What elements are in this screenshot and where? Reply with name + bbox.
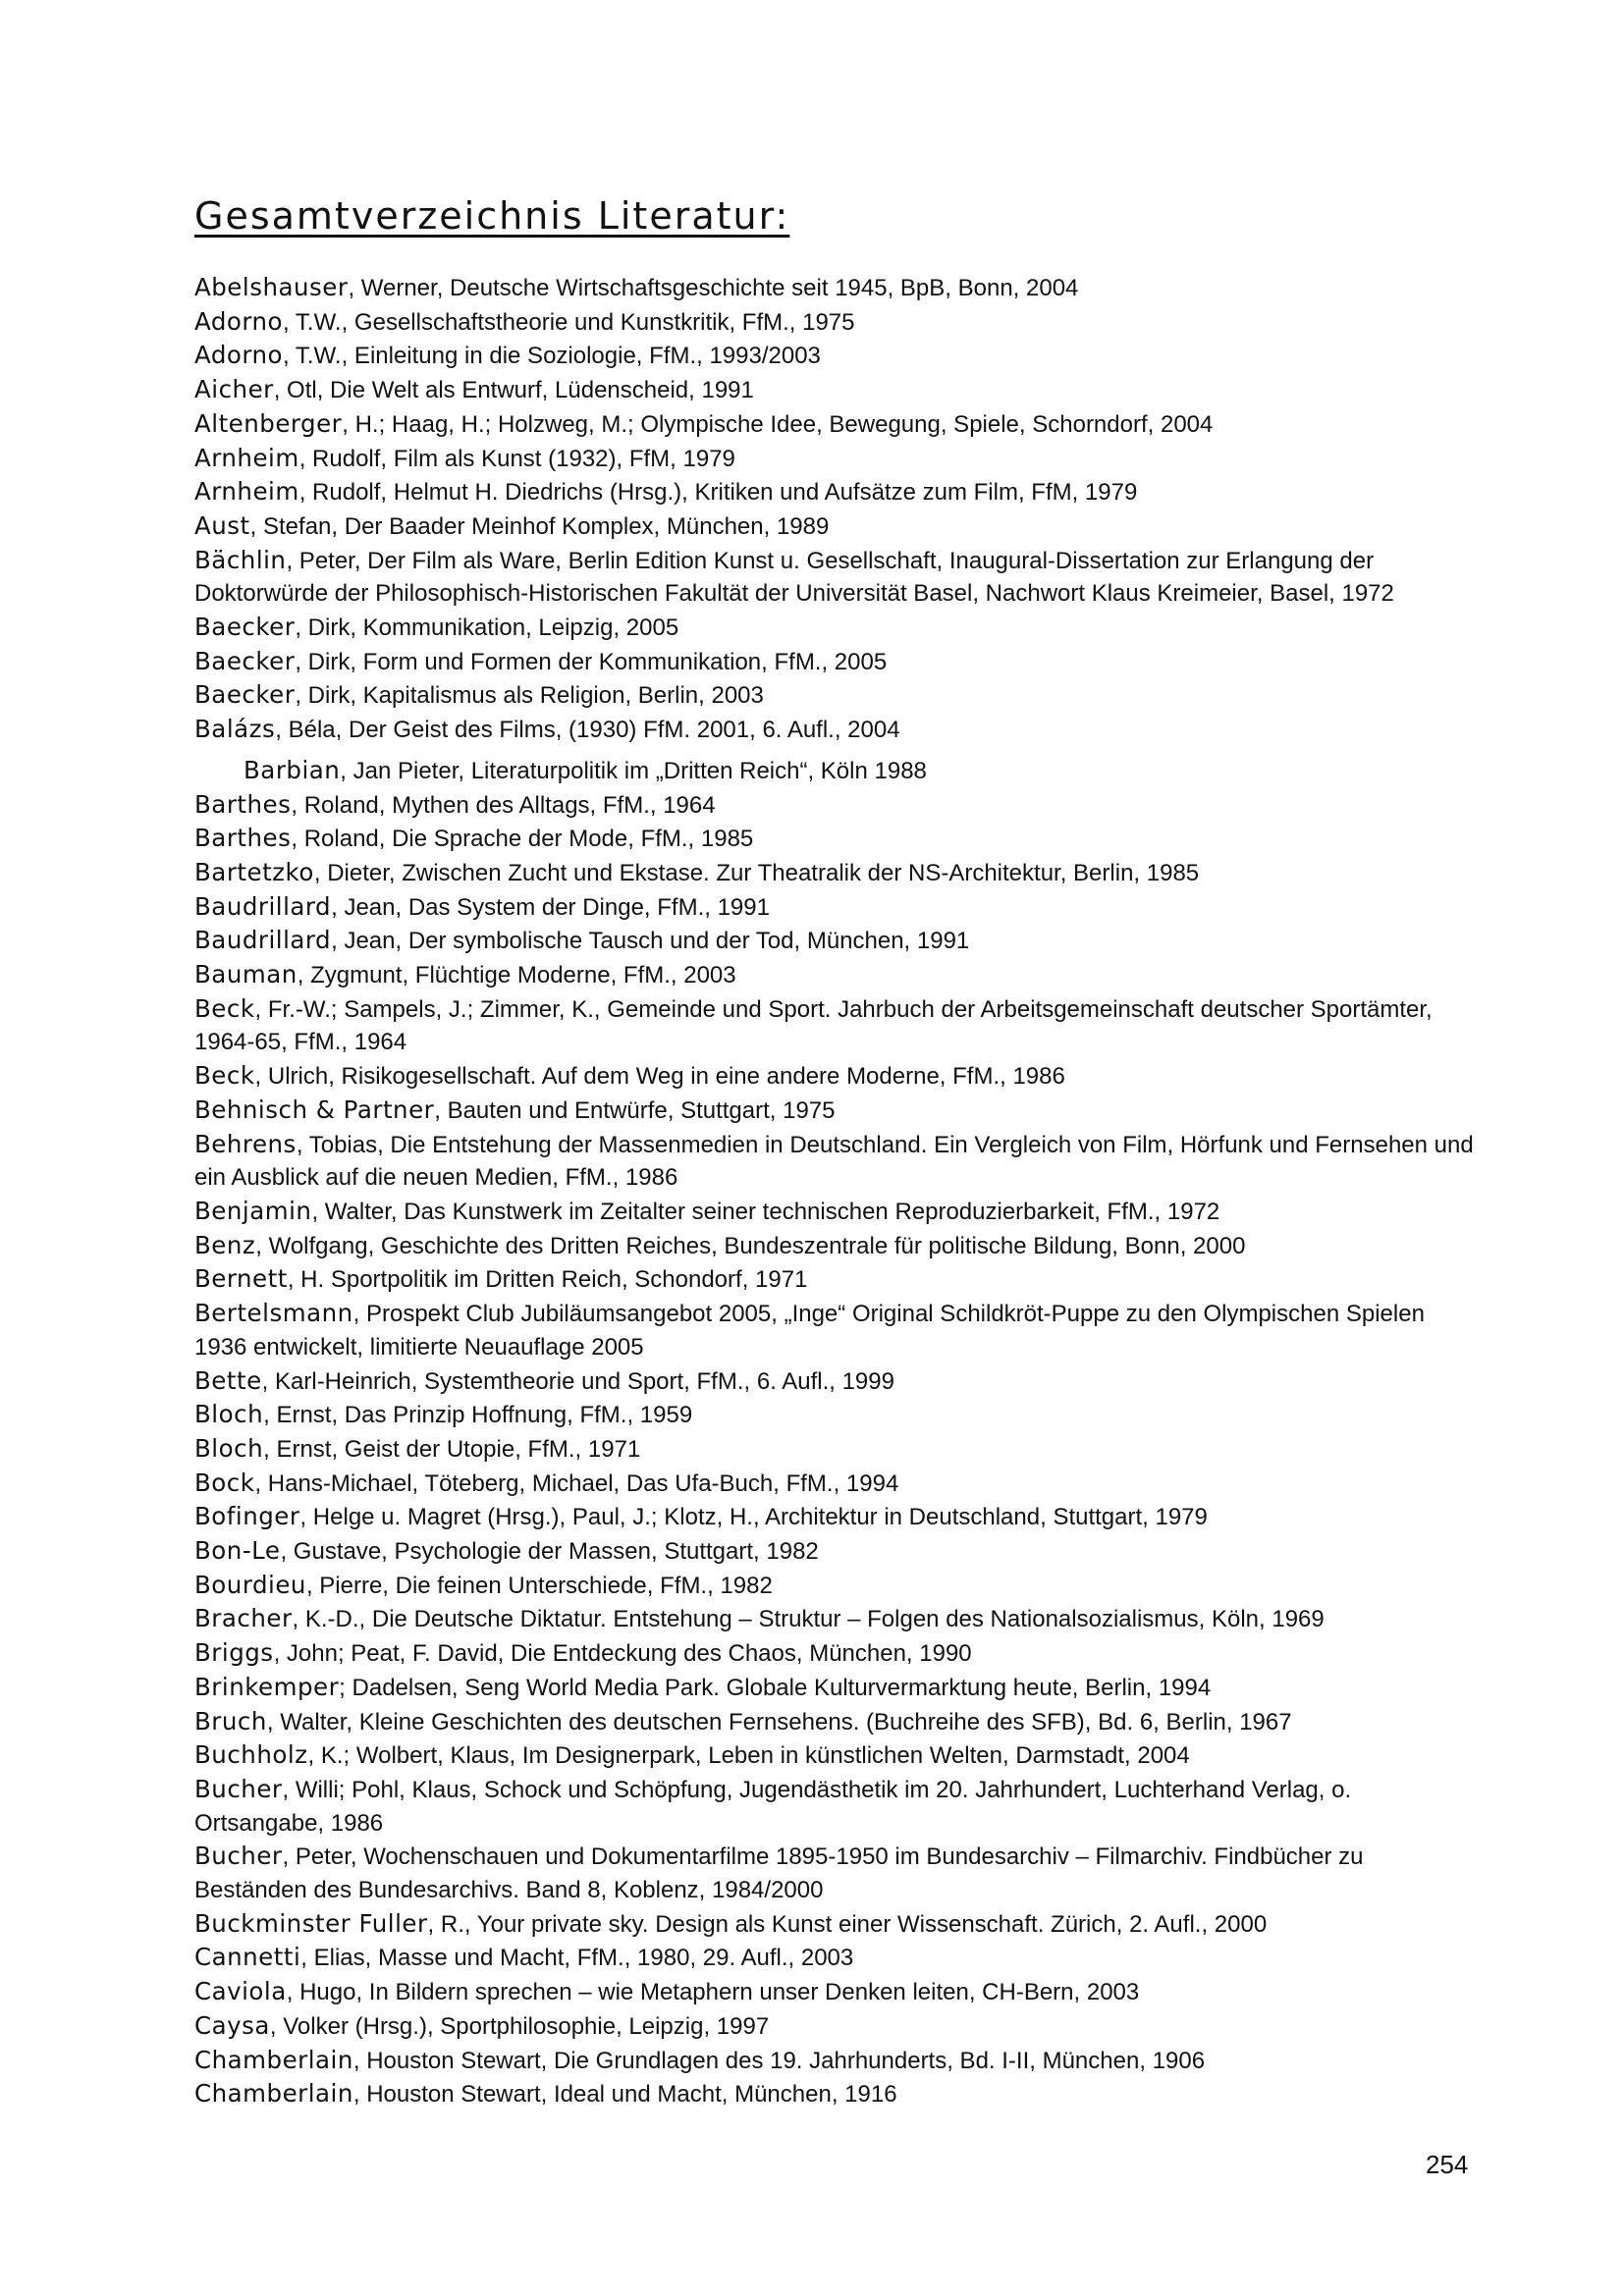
entry-details: , Pierre, Die feinen Unterschiede, FfM., 1982 (305, 1572, 773, 1599)
entry-author: Behrens (194, 1129, 297, 1158)
entry-details: ; Dadelsen, Seng World Media Park. Globale Kulturvermarktung heute, Berlin, 1994 (339, 1674, 1212, 1701)
entry-author: Aust (194, 510, 250, 540)
entry-details: , Rudolf, Film als Kunst (1932), FfM, 1979 (298, 445, 735, 472)
entry-details: , Dieter, Zwischen Zucht und Ekstase. Zur Theatralik der NS-Architektur, Berlin, 1985 (313, 859, 1200, 886)
entry-author: Bette (194, 1365, 262, 1395)
bibliography-entry (194, 822, 1481, 856)
entry-author: Chamberlain (194, 2079, 353, 2109)
entry-details: , R., Your private sky. Design als Kunst einer Wissenschaft. Zürich, 2. Aufl., 2000 (427, 1910, 1268, 1938)
bibliography-entry (194, 2077, 1481, 2111)
entry-author: Bartetzko (194, 857, 314, 886)
bibliography-entry (194, 1467, 1481, 1501)
entry-author: Benjamin (194, 1196, 312, 1225)
entry-details: , Stefan, Der Baader Meinhof Komplex, München, 1989 (249, 512, 830, 540)
entry-author: Aicher (194, 375, 274, 404)
bibliography-entry (194, 1602, 1481, 1636)
entry-details: , Roland, Die Sprache der Mode, FfM., 1985 (291, 826, 754, 853)
bibliography-entry (194, 645, 1481, 679)
entry-details: , Gustave, Psychologie der Massen, Stuttgart, 1982 (280, 1538, 819, 1566)
entry-details: , H. Sportpolitik im Dritten Reich, Schondorf, 1971 (287, 1266, 808, 1294)
entry-details: , Jean, Das System der Dinge, FfM., 1991 (331, 893, 770, 921)
entry-author: Bourdieu (194, 1570, 306, 1599)
entry-details: , H.; Haag, H.; Holzweg, M.; Olympische Idee, Bewegung, Spiele, Schorndorf, 2004 (342, 410, 1214, 438)
entry-author: Briggs (194, 1638, 274, 1668)
bibliography-entry (194, 305, 1481, 340)
bibliography-entry (194, 1364, 1481, 1399)
entry-details: , Jan Pieter, Literaturpolitik im „Dritten Reich“, Köln 1988 (340, 757, 927, 784)
entry-author: Caysa (194, 2010, 270, 2040)
bibliography-entry (194, 992, 1481, 1059)
bibliography-entry (194, 856, 1481, 890)
bibliography-entry (194, 713, 1481, 747)
bibliography-entry (194, 339, 1481, 373)
entry-details: , Otl, Die Welt als Entwurf, Lüdenscheid, 1991 (273, 377, 754, 404)
bibliography-entry (194, 1195, 1481, 1229)
entry-author: Arnheim (194, 477, 299, 507)
page-title: Gesamtverzeichnis Literatur: (194, 194, 790, 238)
entry-details: , Rudolf, Helmut H. Diedrichs (Hrsg.), Kritiken und Aufsätze zum Film, FfM, 1979 (298, 479, 1138, 507)
entry-details: , Houston Stewart, Ideal und Macht, München, 1916 (352, 2081, 897, 2109)
entry-details: , Walter, Kleine Geschichten des deutschen Fernsehens. (Buchreihe des SFB), Bd. 6, Berlin, 1967 (266, 1708, 1292, 1735)
entry-author: Baecker (194, 646, 296, 675)
bibliography-entry (194, 1941, 1481, 1975)
bibliography-entry (194, 678, 1481, 713)
entry-author: Abelshauser (194, 273, 349, 301)
entry-details: , Elias, Masse und Macht, FfM., 1980, 29. Aufl., 2003 (300, 1945, 854, 1972)
entry-details: , Werner, Deutsche Wirtschaftsgeschichte seit 1945, BpB, Bonn, 2004 (348, 275, 1079, 301)
entry-details: , Zygmunt, Flüchtige Moderne, FfM., 2003 (297, 962, 736, 989)
entry-author: Caviola (194, 1977, 287, 2006)
bibliography-entry (194, 890, 1481, 925)
entry-author: Bernett (194, 1264, 288, 1294)
entry-author: Barthes (194, 789, 292, 819)
entry-author: Cannetti (194, 1943, 301, 1972)
entry-author: Brinkemper (194, 1672, 340, 1701)
entry-details: , Béla, Der Geist des Films, (1930) FfM. 2001, 6. Aufl., 2004 (275, 717, 900, 744)
bibliography-entry (194, 1907, 1481, 1942)
bibliography-entry (194, 924, 1481, 958)
entry-author: Bofinger (194, 1502, 300, 1531)
entry-details: , Walter, Das Kunstwerk im Zeitalter seiner technischen Reproduzierbarkeit, FfM., 1972 (311, 1198, 1220, 1225)
entry-author: Altenberger (194, 408, 343, 438)
bibliography-entry (194, 1094, 1481, 1128)
entry-author: Adorno (194, 306, 284, 336)
entry-details: , Ernst, Geist der Utopie, FfM., 1971 (263, 1435, 641, 1463)
bibliography-entry (194, 271, 1481, 305)
bibliography-entry (194, 611, 1481, 645)
bibliography-entry (194, 1059, 1481, 1094)
page-number: 254 (1426, 2150, 1469, 2179)
entry-author: Bock (194, 1468, 255, 1497)
bibliography-entry (194, 1398, 1481, 1432)
bibliography-entry (194, 373, 1481, 407)
bibliography-entry (194, 1262, 1481, 1297)
entry-author: Bloch (194, 1400, 264, 1429)
bibliography-entry (194, 1500, 1481, 1534)
entry-author: Buckminster Fuller (194, 1908, 428, 1938)
entry-details: , Dirk, Kapitalismus als Religion, Berlin, 2003 (295, 682, 764, 710)
entry-details: , Houston Stewart, Die Grundlagen des 19. Jahrhunderts, Bd. I-II, München, 1906 (352, 2047, 1206, 2074)
entry-details: , Ulrich, Risikogesellschaft. Auf dem Weg in eine andere Moderne, FfM., 1986 (254, 1063, 1065, 1091)
bibliography-entry (194, 1534, 1481, 1569)
bibliography-entry (194, 1738, 1481, 1773)
bibliography-entry (194, 1840, 1481, 1906)
entry-author: Bracher (194, 1604, 293, 1633)
bibliography-list (194, 271, 1481, 2111)
entry-details: , T.W., Gesellschaftstheorie und Kunstkritik, FfM., 1975 (283, 308, 855, 336)
entry-author: Benz (194, 1230, 256, 1259)
entry-details: , Roland, Mythen des Alltags, FfM., 1964 (291, 791, 716, 819)
entry-author: Beck (194, 993, 255, 1023)
entry-details: , Bauten und Entwürfe, Stuttgart, 1975 (434, 1096, 836, 1124)
entry-author: Baudrillard (194, 926, 332, 955)
bibliography-entry (194, 1128, 1481, 1195)
entry-author: Bon-Le (194, 1536, 281, 1566)
bibliography-entry (194, 1229, 1481, 1263)
bibliography-entry (194, 2009, 1481, 2044)
entry-details: , Tobias, Die Entstehung der Massenmedien in Deutschland. Ein Vergleich von Film, Hörfunk und Fernsehen und ein Ausblick auf die neuen Medien, FfM., 1986 (194, 1131, 1474, 1192)
bibliography-entry (194, 958, 1481, 992)
bibliography-entry (194, 1975, 1481, 2009)
entry-details: , T.W., Einleitung in die Soziologie, FfM., 1993/2003 (283, 343, 821, 370)
entry-details: , Fr.-W.; Sampels, J.; Zimmer, K., Gemeinde und Sport. Jahrbuch der Arbeitsgemeinschaft deutscher Sportämter, 1964-65, FfM., 1964 (194, 995, 1433, 1056)
entry-details: , Dirk, Kommunikation, Leipzig, 2005 (295, 614, 679, 642)
bibliography-entry (194, 1671, 1481, 1705)
entry-author: Baecker (194, 680, 296, 710)
entry-details: , K.-D., Die Deutsche Diktatur. Entstehung – Struktur – Folgen des Nationalsozialismus, Köln, 1969 (292, 1606, 1325, 1633)
bibliography-entry (194, 475, 1481, 509)
entry-details: , Karl-Heinrich, Systemtheorie und Sport, FfM., 6. Aufl., 1999 (261, 1367, 894, 1395)
bibliography-entry (194, 1705, 1481, 1739)
entry-details: , Peter, Wochenschauen und Dokumentarfilme 1895-1950 im Bundesarchiv – Filmarchiv. Findbücher zu Beständen des Bundesarchivs. Band 8, Koblenz, 1984/2000 (194, 1843, 1364, 1904)
entry-details: , Wolfgang, Geschichte des Dritten Reiches, Bundeszentrale für politische Bildung, Bonn, 2000 (255, 1232, 1246, 1259)
entry-details: , Hans-Michael, Töteberg, Michael, Das Ufa-Buch, FfM., 1994 (254, 1469, 899, 1497)
entry-author: Beck (194, 1061, 255, 1091)
entry-author: Baudrillard (194, 891, 332, 921)
entry-author: Arnheim (194, 443, 299, 472)
bibliography-entry (194, 1636, 1481, 1671)
entry-details: , Volker (Hrsg.), Sportphilosophie, Leipzig, 1997 (269, 2012, 770, 2040)
entry-author: Bächlin (194, 545, 287, 574)
entry-author: Behnisch & Partner (194, 1095, 435, 1124)
bibliography-entry (194, 407, 1481, 442)
entry-details: , John; Peat, F. David, Die Entdeckung des Chaos, München, 1990 (273, 1640, 972, 1668)
entry-details: , Peter, Der Film als Ware, Berlin Edition Kunst u. Gesellschaft, Inaugural-Dissertation zur Erlangung der Doktorwürde der Philosophisch-Historischen Fakultät der Universität Basel, Nachwort Klaus Kreimeier, Basel, 1972 (194, 547, 1394, 608)
bibliography-entry (194, 1432, 1481, 1467)
bibliography-entry (194, 788, 1481, 823)
entry-details: , Willi; Pohl, Klaus, Schock und Schöpfung, Jugendästhetik im 20. Jahrhundert, Luchterhand Verlag, o. Ortsangabe, 1986 (194, 1776, 1352, 1837)
entry-details: , Ernst, Das Prinzip Hoffnung, FfM., 1959 (263, 1402, 693, 1429)
bibliography-entry (194, 442, 1481, 476)
bibliography-entry (194, 1569, 1481, 1603)
entry-author: Barbian (243, 755, 341, 784)
entry-author: Bucher (194, 1774, 283, 1803)
entry-author: Balázs (194, 715, 276, 744)
entry-details: , Jean, Der symbolische Tausch und der Tod, München, 1991 (331, 928, 970, 955)
entry-details: , Hugo, In Bildern sprechen – wie Metaphern unser Denken leiten, CH-Bern, 2003 (286, 1979, 1140, 2006)
bibliography-entry (194, 2044, 1481, 2078)
entry-details: , Prospekt Club Jubiläumsangebot 2005, „Inge“ Original Schildkröt-Puppe zu den Olympischen Spielen 1936 entwickelt, limitierte Neuauflage 2005 (194, 1301, 1425, 1361)
entry-details: , Dirk, Form und Formen der Kommunikation, FfM., 2005 (295, 648, 888, 675)
bibliography-entry (194, 1297, 1481, 1363)
bibliography-entry (194, 754, 1481, 788)
entry-author: Bertelsmann (194, 1299, 353, 1328)
bibliography-entry (194, 544, 1481, 611)
entry-details: , Helge u. Magret (Hrsg.), Paul, J.; Klotz, H., Architektur in Deutschland, Stuttgart, 1979 (299, 1504, 1208, 1531)
bibliography-entry (194, 1773, 1481, 1840)
entry-author: Buchholz (194, 1740, 308, 1770)
entry-author: Adorno (194, 341, 284, 370)
entry-author: Bucher (194, 1842, 283, 1871)
entry-author: Chamberlain (194, 2045, 353, 2074)
entry-author: Barthes (194, 824, 292, 853)
entry-details: , K.; Wolbert, Klaus, Im Designerpark, Leben in künstlichen Welten, Darmstadt, 2004 (307, 1742, 1190, 1770)
entry-author: Bloch (194, 1433, 264, 1463)
entry-author: Bruch (194, 1706, 267, 1735)
entry-author: Baecker (194, 613, 296, 642)
entry-author: Bauman (194, 960, 298, 989)
bibliography-entry (194, 509, 1481, 544)
